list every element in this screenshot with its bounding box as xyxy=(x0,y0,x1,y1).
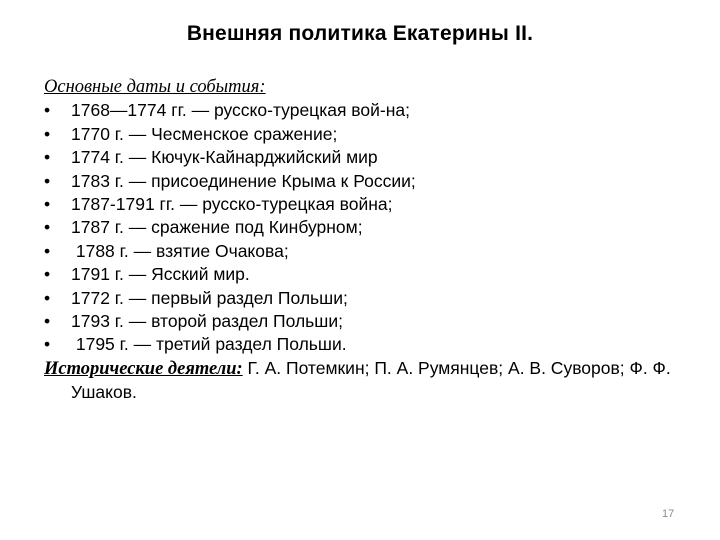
events-heading: Основные даты и события: xyxy=(44,77,266,97)
bullet-marker: • xyxy=(44,123,51,144)
event-text: 1770 г. — Чесменское сражение; xyxy=(71,123,338,144)
list-item xyxy=(44,216,684,239)
bullet-marker: • xyxy=(44,264,51,285)
list-item xyxy=(44,193,684,216)
event-text: 1791 г. — Ясский мир. xyxy=(71,264,250,285)
bullet-marker: • xyxy=(44,100,51,121)
event-text: 1774 г. — Кючук-Кайнарджийский мир xyxy=(71,147,378,168)
bullet-marker: • xyxy=(44,240,51,261)
figures-label: Исторические деятели: xyxy=(44,358,243,379)
list-item xyxy=(44,123,684,146)
event-text: 1772 г. — первый раздел Польши; xyxy=(71,287,348,308)
events-list xyxy=(44,99,684,356)
list-item xyxy=(44,240,684,263)
bullet-marker: • xyxy=(44,147,51,168)
event-text: 1783 г. — присоединение Крыма к России; xyxy=(71,170,416,191)
list-item xyxy=(44,99,684,122)
bullet-marker: • xyxy=(44,170,51,191)
list-item xyxy=(44,333,684,356)
figures-text: Г. А. Потемкин; П. А. Румянцев; А. В. Суворов; Ф. Ф. Ушаков. xyxy=(71,357,671,403)
list-item xyxy=(44,146,684,169)
list-item xyxy=(44,263,684,286)
slide-content xyxy=(44,76,684,405)
event-text: 1795 г. — третий раздел Польши. xyxy=(71,334,347,355)
event-text: 1788 г. — взятие Очакова; xyxy=(71,240,289,261)
event-text: 1793 г. — второй раздел Польши; xyxy=(71,311,343,332)
bullet-marker: • xyxy=(44,311,51,332)
page-number: 17 xyxy=(662,508,675,520)
historical-figures xyxy=(44,357,684,405)
bullet-marker: • xyxy=(44,334,51,355)
bullet-marker: • xyxy=(44,217,51,238)
bullet-marker: • xyxy=(44,194,51,215)
bullet-marker: • xyxy=(44,287,51,308)
event-text: 1787 г. — сражение под Кинбурном; xyxy=(71,217,363,238)
list-item xyxy=(44,170,684,193)
event-text: 1787-1791 гг. — русско-турецкая война; xyxy=(71,194,393,215)
event-text: 1768—1774 гг. — русско-турецкая вой-на; xyxy=(71,100,411,121)
list-item xyxy=(44,310,684,333)
list-item xyxy=(44,287,684,310)
slide-title: Внешняя политика Екатерины II. xyxy=(186,22,534,45)
